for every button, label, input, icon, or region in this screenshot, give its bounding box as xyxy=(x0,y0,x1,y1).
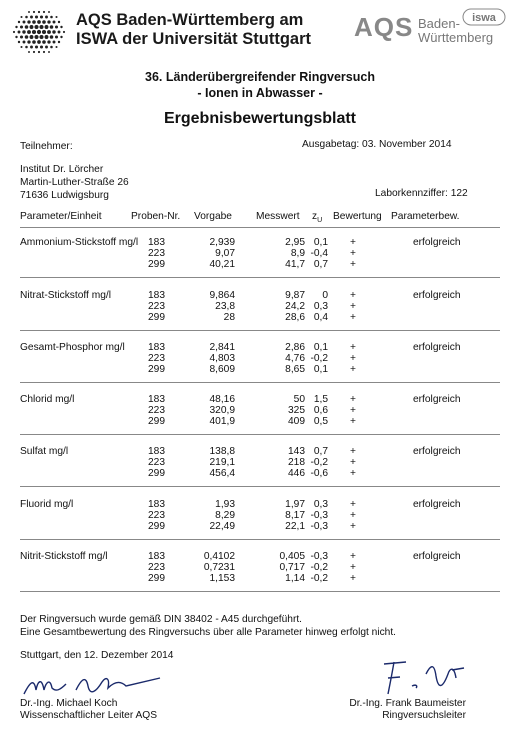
logo-dot xyxy=(34,35,38,39)
rating: + xyxy=(350,312,356,324)
rating: + xyxy=(350,290,356,301)
z-score: 0 xyxy=(322,290,328,301)
logo-dot xyxy=(13,31,15,33)
logo-dot xyxy=(47,40,50,43)
signer-right xyxy=(332,698,466,722)
measured-value: 325 xyxy=(288,405,305,417)
logo-dot xyxy=(25,25,29,29)
parameter-rating: erfolgreich xyxy=(413,290,461,301)
logo-dot xyxy=(15,36,17,38)
z-score: 0,1 xyxy=(313,364,328,376)
logo-dot xyxy=(37,40,41,44)
logo-dot xyxy=(25,16,28,19)
group-divider xyxy=(20,434,500,435)
z-score: -0,2 xyxy=(310,562,328,574)
logo-dot xyxy=(47,20,50,23)
logo-dot xyxy=(38,11,40,13)
sample-number: 299 xyxy=(148,364,165,376)
logo-dot xyxy=(45,35,49,39)
sample-number: 299 xyxy=(148,416,165,428)
organisation-line-1: AQS Baden-Württemberg am xyxy=(76,11,304,29)
target-value: 22,49 xyxy=(209,521,235,533)
rating: + xyxy=(350,259,356,271)
measured-value: 1,97 xyxy=(285,499,305,510)
parameter-rating: erfolgreich xyxy=(413,237,461,248)
logo-dot xyxy=(27,40,30,43)
aqs-logo-sub-1: Baden- xyxy=(418,16,460,31)
target-value: 8,29 xyxy=(215,510,235,522)
logo-dot xyxy=(20,16,22,18)
logo-dot xyxy=(25,35,29,39)
document-title: Ergebnisbewertungsblatt xyxy=(163,110,357,127)
target-value: 138,8 xyxy=(209,446,235,457)
rating: + xyxy=(350,499,356,510)
address-line: Martin-Luther-Straße 26 xyxy=(20,177,129,188)
signer-left xyxy=(20,698,157,722)
rating: + xyxy=(350,468,356,480)
z-score: 0,7 xyxy=(313,259,328,271)
logo-dot xyxy=(15,26,17,28)
signer-right-role: Ringversuchsleiter xyxy=(382,710,466,721)
logo-dot xyxy=(45,46,48,49)
measured-value: 9,87 xyxy=(285,290,305,301)
sample-number: 183 xyxy=(148,290,165,301)
rating: + xyxy=(350,237,356,248)
logo-dot xyxy=(58,31,61,34)
logo-dot xyxy=(60,26,62,28)
rating: + xyxy=(350,457,356,469)
target-value: 28 xyxy=(223,312,235,324)
participant-label: Teilnehmer: xyxy=(20,141,73,152)
column-header-parameter: Parameter/Einheit xyxy=(20,211,102,222)
group-divider xyxy=(20,486,500,487)
sample-number: 183 xyxy=(148,446,165,457)
parameter-name: Sulfat mg/l xyxy=(20,446,69,457)
parameter-name: Gesamt-Phosphor mg/l xyxy=(20,342,125,353)
zscore-subscript: U xyxy=(317,217,323,225)
organisation-line-2: ISWA der Universität Stuttgart xyxy=(76,30,312,48)
logo-dot xyxy=(42,30,46,34)
logo-dot xyxy=(22,30,25,33)
logo-dot xyxy=(37,30,41,34)
logo-dot xyxy=(20,46,22,48)
rating: + xyxy=(350,416,356,428)
logo-dot xyxy=(40,15,43,18)
measured-value: 50 xyxy=(293,394,305,405)
signer-right-name: Dr.-Ing. Frank Baumeister xyxy=(349,698,466,709)
column-header-target: Vorgabe xyxy=(194,211,232,222)
parameter-name: Ammonium-Stickstoff mg/l xyxy=(20,237,139,248)
logo-dot xyxy=(25,46,28,49)
z-score: 1,5 xyxy=(313,394,328,405)
sample-number: 183 xyxy=(148,342,165,353)
sample-number: 223 xyxy=(148,510,165,522)
target-value: 0,7231 xyxy=(203,562,235,574)
place-date: Stuttgart, den 12. Dezember 2014 xyxy=(20,650,174,661)
iswa-logo-icon xyxy=(462,8,506,26)
logo-dot xyxy=(18,21,20,23)
iswa-logo-text: iswa xyxy=(472,12,496,24)
measured-value: 1,14 xyxy=(285,573,305,585)
logo-dot xyxy=(45,16,48,19)
measured-value: 218 xyxy=(288,457,305,469)
logo-dot xyxy=(30,46,33,49)
measured-value: 2,86 xyxy=(285,342,305,353)
target-value: 219,1 xyxy=(209,457,235,469)
measured-value: 0,717 xyxy=(279,562,305,574)
z-score: -0,2 xyxy=(310,573,328,585)
sample-number: 223 xyxy=(148,405,165,417)
logo-dot xyxy=(35,45,38,48)
logo-dot xyxy=(48,11,50,13)
logo-dot xyxy=(55,16,57,18)
logo-dot xyxy=(50,35,54,39)
signer-left-role: Wissenschaftlicher Leiter AQS xyxy=(20,710,158,721)
parameter-rating: erfolgreich xyxy=(413,394,461,405)
target-value: 9,07 xyxy=(215,248,235,260)
logo-dot xyxy=(53,21,56,24)
parameter-rating: erfolgreich xyxy=(413,446,461,457)
logo-dot xyxy=(50,16,53,19)
logo-dot xyxy=(34,25,38,29)
z-score: -0,6 xyxy=(310,468,328,480)
parameter-name: Nitrat-Stickstoff mg/l xyxy=(20,290,111,301)
lab-code: Laborkennziffer: 122 xyxy=(375,188,468,199)
sample-number: 299 xyxy=(148,259,165,271)
target-value: 4,803 xyxy=(209,353,235,365)
parameter-rating: erfolgreich xyxy=(413,342,461,353)
parameter-name: Fluorid mg/l xyxy=(20,499,74,510)
rating: + xyxy=(350,551,356,562)
column-header-measured: Messwert xyxy=(256,211,300,222)
logo-dot xyxy=(27,30,31,34)
rating: + xyxy=(350,342,356,353)
footer-line-2: Eine Gesamtbewertung des Ringversuchs über alle Parameter hinweg erfolgt nicht. xyxy=(20,627,397,638)
signer-left-name: Dr.-Ing. Michael Koch xyxy=(20,698,118,709)
sample-number: 183 xyxy=(148,394,165,405)
address-line: Institut Dr. Lörcher xyxy=(20,164,104,175)
logo-dot xyxy=(50,25,54,29)
footer-line-1: Der Ringversuch wurde gemäß DIN 38402 - A45 durchgeführt. xyxy=(20,614,302,625)
logo-dot xyxy=(18,31,21,34)
rating: + xyxy=(350,521,356,533)
footer-note xyxy=(20,613,396,639)
aqs-logo-sub-2: Württemberg xyxy=(418,30,494,45)
sample-number: 223 xyxy=(148,562,165,574)
measured-value: 8,65 xyxy=(285,364,305,376)
z-score: -0,2 xyxy=(310,457,328,469)
z-score: 0,3 xyxy=(313,301,328,313)
logo-dot xyxy=(30,25,34,29)
measured-value: 409 xyxy=(288,416,305,428)
issue-date: Ausgabetag: 03. November 2014 xyxy=(302,139,452,150)
logo-dot xyxy=(39,25,43,29)
z-score: 0,5 xyxy=(313,416,328,428)
logo-dot xyxy=(58,41,60,43)
z-score: -0,3 xyxy=(310,510,328,522)
target-value: 40,21 xyxy=(209,259,235,271)
sample-number: 183 xyxy=(148,551,165,562)
logo-dot xyxy=(30,35,34,39)
column-header-parameter-rating: Parameterbew. xyxy=(391,211,460,222)
logo-dot xyxy=(20,35,23,38)
sample-number: 223 xyxy=(148,248,165,260)
sample-number: 223 xyxy=(148,301,165,313)
logo-dot xyxy=(20,25,23,28)
logo-dot xyxy=(52,30,55,33)
sample-number: 299 xyxy=(148,312,165,324)
logo-dot xyxy=(35,15,38,18)
rating: + xyxy=(350,446,356,457)
logo-dot xyxy=(58,21,60,23)
logo-dot xyxy=(55,46,57,48)
logo-dot xyxy=(48,51,50,53)
z-score: -0,2 xyxy=(310,353,328,365)
signature-right-icon xyxy=(376,656,472,698)
university-logo-icon xyxy=(10,8,68,56)
logo-dot xyxy=(30,16,33,19)
sample-number: 183 xyxy=(148,499,165,510)
target-value: 401,9 xyxy=(209,416,235,428)
measured-value: 28,6 xyxy=(285,312,305,324)
logo-dot xyxy=(47,30,51,34)
column-header-rating: Bewertung xyxy=(333,211,382,222)
logo-dot xyxy=(32,40,36,44)
participant-address xyxy=(20,163,129,202)
measured-value: 143 xyxy=(288,446,305,457)
rating: + xyxy=(350,510,356,522)
target-value: 9,864 xyxy=(209,290,235,301)
logo-dot xyxy=(23,41,26,44)
logo-dot xyxy=(23,21,26,24)
z-score: -0,4 xyxy=(310,248,328,260)
rating: + xyxy=(350,394,356,405)
address-line: 71636 Ludwigsburg xyxy=(20,190,109,201)
sample-number: 299 xyxy=(148,468,165,480)
z-score: 0,1 xyxy=(313,237,328,248)
logo-dot xyxy=(60,36,62,38)
sample-number: 223 xyxy=(148,353,165,365)
subtitle-line-2: - Ionen in Abwasser - xyxy=(197,86,323,100)
rating: + xyxy=(350,301,356,313)
logo-dot xyxy=(53,41,56,44)
sample-number: 299 xyxy=(148,521,165,533)
measured-value: 0,405 xyxy=(279,551,305,562)
z-score: 0,6 xyxy=(313,405,328,417)
logo-dot xyxy=(55,25,58,28)
group-divider xyxy=(20,330,500,331)
z-score: 0,7 xyxy=(313,446,328,457)
logo-dot xyxy=(45,25,49,29)
subtitle-line-1: 36. Länderübergreifender Ringversuch xyxy=(145,70,375,84)
sample-number: 183 xyxy=(148,237,165,248)
measured-value: 8,9 xyxy=(290,248,305,260)
column-header-zscore xyxy=(312,211,322,224)
target-value: 456,4 xyxy=(209,468,235,480)
z-score: 0,4 xyxy=(313,312,328,324)
sample-number: 223 xyxy=(148,457,165,469)
parameter-rating: erfolgreich xyxy=(413,551,461,562)
zscore-symbol: z xyxy=(312,211,318,222)
z-score: 0,1 xyxy=(313,342,328,353)
logo-dot xyxy=(37,20,41,24)
measured-value: 8,17 xyxy=(285,510,305,522)
target-value: 1,153 xyxy=(209,573,235,585)
logo-dot xyxy=(28,51,30,53)
target-value: 2,841 xyxy=(209,342,235,353)
rating: + xyxy=(350,562,356,574)
logo-dot xyxy=(33,11,35,13)
rating: + xyxy=(350,573,356,585)
measured-value: 446 xyxy=(288,468,305,480)
sample-number: 299 xyxy=(148,573,165,585)
logo-dot xyxy=(42,20,46,24)
logo-dot xyxy=(39,35,43,39)
rating: + xyxy=(350,364,356,376)
rating: + xyxy=(350,405,356,417)
header-divider xyxy=(20,227,500,228)
logo-dot xyxy=(38,51,40,53)
logo-dot xyxy=(55,35,58,38)
target-value: 48,16 xyxy=(209,394,235,405)
measured-value: 22,1 xyxy=(285,521,305,533)
group-divider xyxy=(20,539,500,540)
parameter-name: Nitrit-Stickstoff mg/l xyxy=(20,551,108,562)
parameter-name: Chlorid mg/l xyxy=(20,394,75,405)
rating: + xyxy=(350,248,356,260)
logo-dot xyxy=(33,51,35,53)
logo-dot xyxy=(28,11,30,13)
target-value: 2,939 xyxy=(209,237,235,248)
column-header-sample: Proben-Nr. xyxy=(131,211,181,222)
organisation-title xyxy=(76,11,311,49)
logo-dot xyxy=(27,20,30,23)
measured-value: 24,2 xyxy=(285,301,305,313)
group-divider xyxy=(20,382,500,383)
target-value: 8,609 xyxy=(209,364,235,376)
measured-value: 4,76 xyxy=(285,353,305,365)
logo-dot xyxy=(32,20,36,24)
logo-dot xyxy=(18,41,20,43)
z-score: 0,3 xyxy=(313,499,328,510)
logo-dot xyxy=(63,31,65,33)
parameter-rating: erfolgreich xyxy=(413,499,461,510)
logo-dot xyxy=(43,11,45,13)
z-score: -0,3 xyxy=(310,551,328,562)
logo-dot xyxy=(42,40,46,44)
logo-dot xyxy=(50,46,53,49)
aqs-logo-text: AQS xyxy=(354,12,414,42)
measured-value: 2,95 xyxy=(285,237,305,248)
logo-dot xyxy=(40,45,43,48)
group-divider xyxy=(20,591,500,592)
signature-left-icon xyxy=(20,668,170,702)
z-score: -0,3 xyxy=(310,521,328,533)
logo-dot xyxy=(43,51,45,53)
target-value: 1,93 xyxy=(215,499,235,510)
group-divider xyxy=(20,277,500,278)
rating: + xyxy=(350,353,356,365)
target-value: 320,9 xyxy=(209,405,235,417)
measured-value: 41,7 xyxy=(285,259,305,271)
target-value: 0,4102 xyxy=(203,551,235,562)
logo-dot xyxy=(32,30,36,34)
target-value: 23,8 xyxy=(215,301,235,313)
